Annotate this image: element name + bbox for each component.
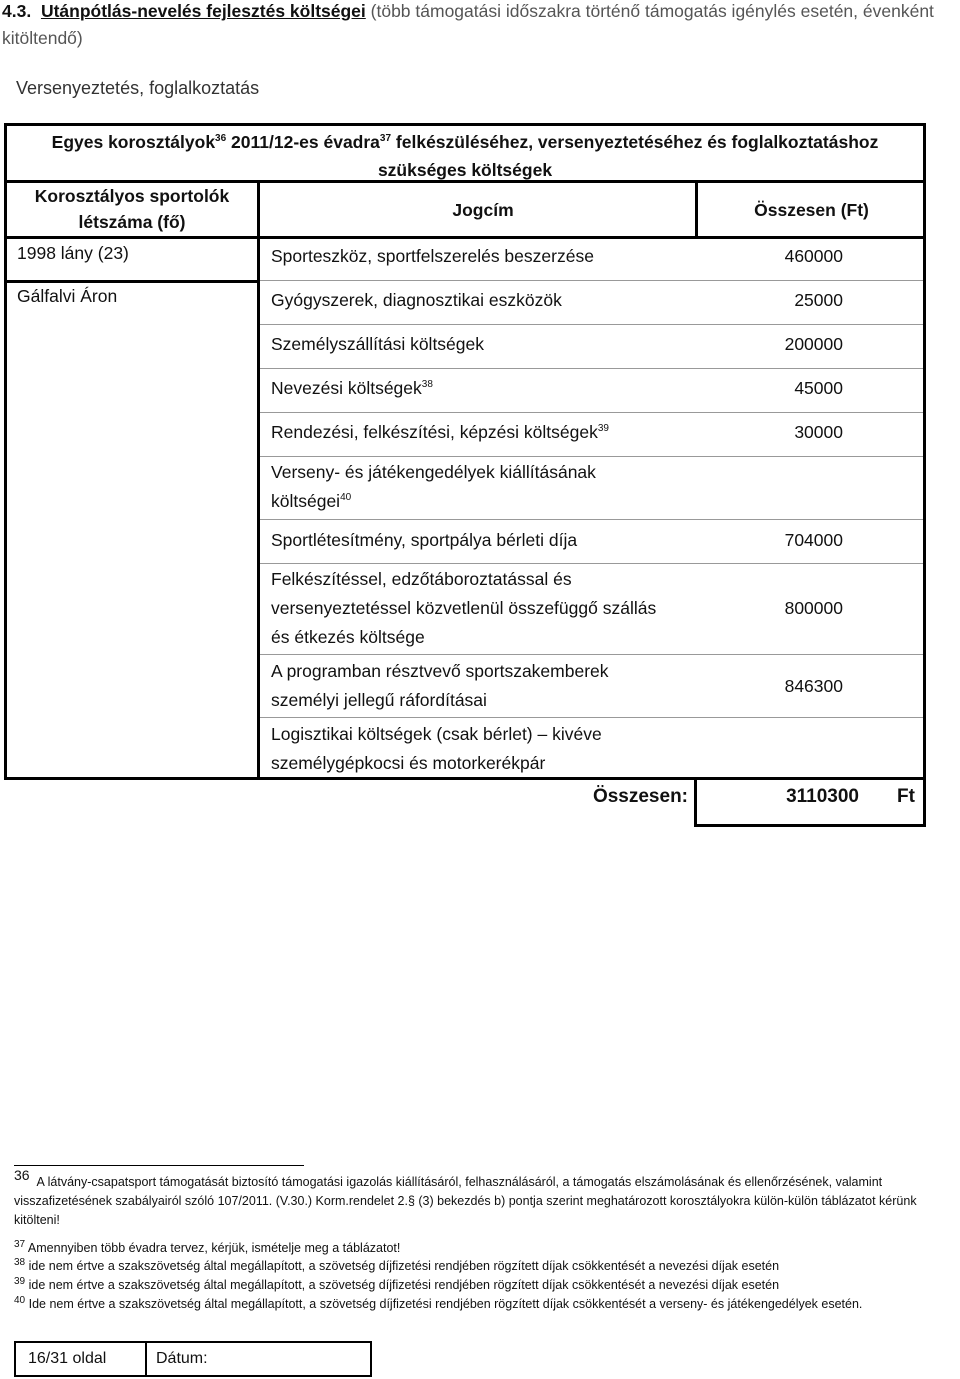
page-number: 16/31 oldal	[28, 1350, 107, 1367]
row-label: Személyszállítási költségek	[271, 334, 484, 354]
row-value: 846300	[784, 676, 843, 696]
row-label: Sporteszköz, sportfelszerelés beszerzése	[271, 246, 594, 266]
subheading: Versenyeztetés, foglalkoztatás	[16, 78, 260, 98]
row-label: Verseny- és játékengedélyek kiállításának költségei$^{40}$	[271, 462, 596, 511]
row-label: Felkészítéssel, edzőtáboroztatással és versenyeztetéssel közvetlenül összefüggő szállás és étkezés költsége	[271, 569, 657, 647]
section-number: 4.3.	[2, 1, 32, 21]
row-value: 45000	[794, 378, 843, 398]
row-value: 25000	[794, 290, 843, 310]
footnote-rule	[14, 1165, 304, 1166]
row-value: 800000	[784, 598, 843, 618]
header-title: Jogcím	[452, 200, 514, 220]
table-title: Egyes korosztályok$^{36}$ 2011/12-es évadra$^{37}$ felkészüléséhez, versenyeztetéséhez és foglalkoztatáshoz szükséges költségek	[51, 132, 879, 180]
footnote: $^{37}$ Amennyiben több évadra tervez, kérjük, ismételje meg a táblázatot!	[14, 1238, 401, 1255]
section-title: Utánpótlás-nevelés fejlesztés költségei	[40, 1, 366, 21]
row-label: Nevezési költségek$^{38}$	[271, 378, 433, 398]
footnote: $^{39}$ ide nem értve a szakszövetség által megállapított, a szövetség díjfizetési rendjében rögzített díjak csökkentését a nevezési díjak esetén	[14, 1275, 780, 1292]
row-label: Sportlétesítmény, sportpálya bérleti díja	[271, 530, 578, 550]
total-unit: Ft	[897, 786, 915, 807]
section-note: (több támogatási időszakra történő támogatás igénylés esetén, évenként kitöltendő)	[2, 1, 934, 48]
cost-table	[4, 123, 926, 780]
footnote: $^{38}$ ide nem értve a szakszövetség által megállapított, a szövetség díjfizetési rendjében rögzített díjak csökkentését a nevezési díjak esetén	[14, 1256, 780, 1273]
page-footer	[14, 1341, 372, 1377]
row-value: 200000	[784, 334, 843, 354]
age-group-value: 1998 lány (23)	[17, 243, 129, 263]
total-label: Összesen:	[592, 786, 688, 807]
row-label: Logisztikai költségek (csak bérlet) – kivéve személygépkocsi és motorkerékpár	[271, 724, 602, 773]
row-label: A programban résztvevő sportszakemberek személyi jellegű ráfordításai	[271, 661, 609, 710]
footnote: 36 A látvány-csapatsport támogatását biztosító támogatási igazolás kiállításáról, felhasználásáról, a támogatás elszámolásának és ellenőrzésének, valamint visszafizetésének szabályairól szóló 107/2011. (V.30.) Korm.rendelet 2.§ (3) bekezdés b) pontja szerint meghatározott korosztályokra külön-külön táblázatot kérünk kitölteni!	[14, 1167, 917, 1227]
row-value: 30000	[794, 422, 843, 442]
section-heading	[2, 0, 957, 52]
header-age-group: Korosztályos sportolók létszáma (fő)	[34, 186, 230, 232]
date-label: Dátum:	[156, 1350, 208, 1367]
total-box	[694, 780, 926, 827]
total-value: 3110300	[786, 786, 859, 807]
athlete-name: Gálfalvi Áron	[17, 286, 118, 306]
row-value: 460000	[784, 246, 843, 266]
row-value: 704000	[784, 530, 843, 550]
footnote: $^{40}$ Ide nem értve a szakszövetség által megállapított, a szövetség díjfizetési rendjében rögzített díjak csökkentését a verseny- és játékengedélyek esetén.	[14, 1294, 863, 1311]
row-label: Gyógyszerek, diagnosztikai eszközök	[271, 290, 562, 310]
header-total: Összesen (Ft)	[754, 200, 869, 220]
row-label: Rendezési, felkészítési, képzési költségek$^{39}$	[271, 422, 609, 442]
